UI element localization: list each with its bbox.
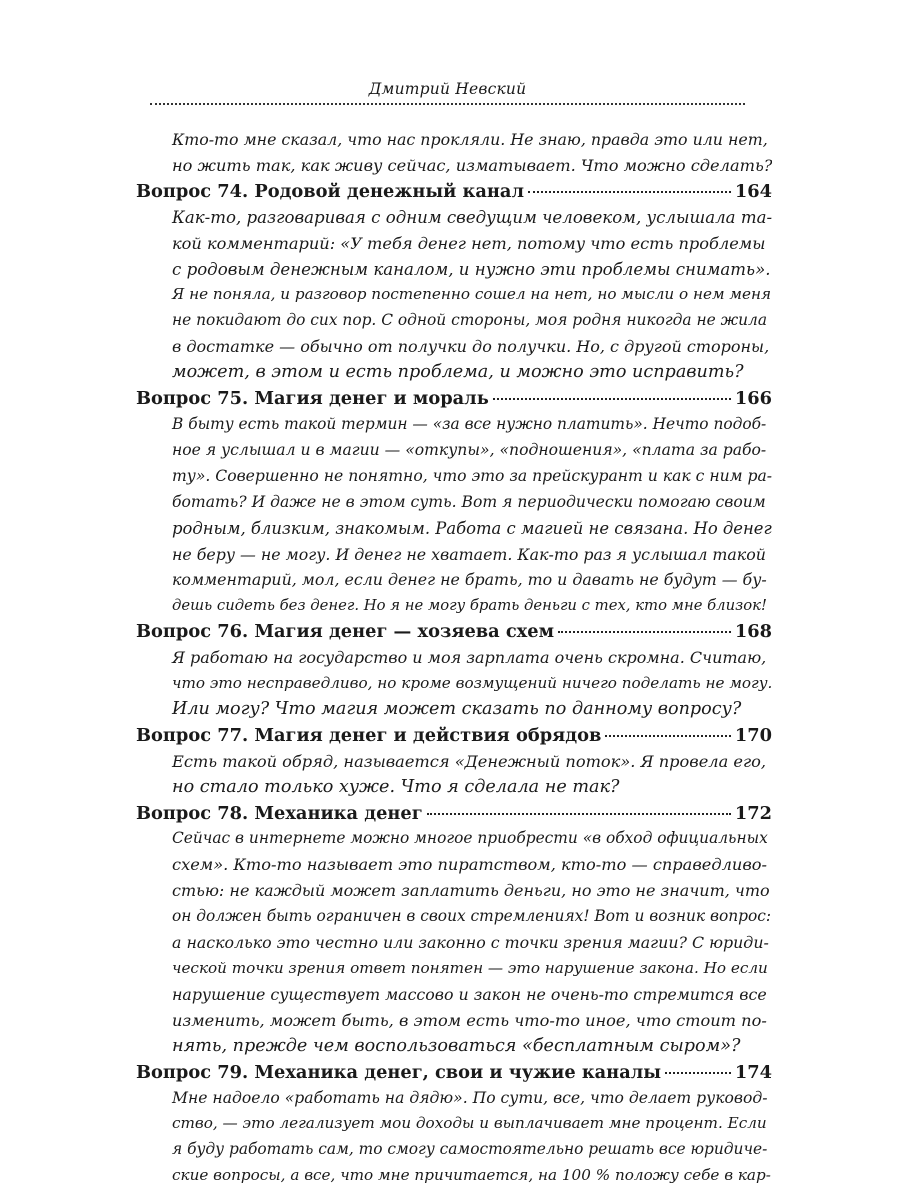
running-head-author: Дмитрий Невский [368, 80, 527, 98]
question-text-74 [136, 205, 772, 386]
text-line: Есть такой обряд, называется «Денежный поток». Я провела его, [172, 751, 767, 771]
toc-entry-76[interactable] [136, 619, 772, 645]
toc-entry-77[interactable] [136, 723, 772, 749]
dot-leader [528, 190, 731, 193]
text-line: что это несправедливо, но кроме возмущений ничего поделать не могу. [172, 674, 772, 693]
toc-page-number: 174 [734, 1061, 772, 1083]
text-line: кой комментарий: «У тебя денег нет, потому что есть проблемы [172, 233, 766, 253]
text-line: но стало только хуже. Что я сделала не так? [172, 776, 620, 797]
toc-entry-title: Вопрос 75. Магия денег и мораль [136, 388, 489, 410]
text-line: комментарий, мол, если денег не брать, то и давать не будут — бу- [172, 570, 767, 590]
toc-page-number: 164 [734, 180, 772, 202]
toc-entry-title: Вопрос 76. Магия денег — хозяева схем [136, 621, 555, 643]
text-line: ботать? И даже не в этом суть. Вот я периодически помогаю своим [172, 492, 766, 511]
toc-page-number: 172 [734, 802, 772, 824]
toc-page-content [136, 127, 772, 1189]
text-line: а насколько это честно или законно с точки зрения магии? С юриди- [172, 933, 769, 953]
toc-entry-title: Вопрос 78. Механика денег [136, 802, 423, 824]
toc-entry-78[interactable] [136, 801, 772, 827]
dot-leader [493, 397, 731, 400]
text-line: Как-то, разговаривая с одним сведущим человеком, услышала та- [172, 207, 772, 227]
text-line: Кто-то мне сказал, что нас прокляли. Не знаю, правда это или нет, [172, 130, 768, 149]
text-line: в достатке — обычно от получки до получки. Но, с другой стороны, [172, 337, 770, 357]
dot-leader [427, 812, 731, 815]
text-line: схем». Кто-то называет это пиратством, кто-то — справедливо- [172, 855, 767, 875]
text-line: В быту есть такой термин — «за все нужно платить». Нечто подоб- [172, 414, 767, 433]
question-text-75 [136, 412, 772, 619]
header-dotted-rule [150, 103, 745, 105]
text-line: дешь сидеть без денег. Но я не могу брать деньги с тех, кто мне близок! [172, 597, 767, 615]
text-line: но жить так, как живу сейчас, изматывает. Что можно сделать? [172, 155, 772, 175]
text-line: Сейчас в интернете можно многое приобрести «в обход официальных [172, 829, 768, 848]
question-text-78 [136, 826, 772, 1059]
text-line: не беру — не могу. И денег не хватает. Как-то раз я услышал такой [172, 544, 766, 564]
text-line: ту». Совершенно не понятно, что это за прейскурант и как с ним ра- [172, 466, 772, 485]
text-line: Мне надоело «работать на дядю». По сути, все, что делает руковод- [172, 1088, 768, 1107]
text-line: ские вопросы, а все, что мне причитается, на 100 % положу себе в кар- [172, 1166, 771, 1185]
text-line: ческой точки зрения ответ понятен — это нарушение закона. Но если [172, 959, 768, 977]
toc-entry-74[interactable] [136, 179, 772, 205]
text-line: стью: не каждый может заплатить деньги, но это не значит, что [172, 881, 770, 901]
text-line: родным, близким, знакомым. Работа с магией не связана. Но денег [172, 518, 772, 538]
toc-entry-79[interactable] [136, 1060, 772, 1086]
question-text-79 [136, 1086, 772, 1190]
text-line: изменить, может быть, в этом есть что-то иное, что стоит по- [172, 1010, 767, 1030]
text-line: Или могу? Что магия может сказать по данному вопросу? [172, 698, 742, 719]
question-text-77 [136, 749, 772, 801]
toc-entry-title: Вопрос 79. Механика денег, свои и чужие каналы [136, 1061, 662, 1083]
question-text-76 [136, 645, 772, 723]
text-line: с родовым денежным каналом, и нужно эти проблемы снимать». [172, 259, 771, 279]
text-line: может, в этом и есть проблема, и можно это исправить? [172, 362, 744, 383]
toc-entry-title: Вопрос 77. Магия денег и действия обрядов [136, 724, 602, 746]
text-line: я буду работать сам, то смогу самостоятельно решать все юридиче- [172, 1140, 768, 1159]
toc-page-number: 168 [734, 621, 772, 643]
question-text-intro [136, 127, 772, 179]
text-line: он должен быть ограничен в своих стремлениях! Вот и возник вопрос: [172, 907, 772, 926]
text-line: Я не поняла, и разговор постепенно сошел на нет, но мысли о нем меня [172, 285, 772, 304]
text-line: Я работаю на государство и моя зарплата очень скромна. Считаю, [172, 648, 767, 668]
text-line: нарушение существует массово и закон не очень-то стремится все [172, 984, 767, 1004]
text-line: нять, прежде чем воспользоваться «бесплатным сыром»? [172, 1035, 741, 1056]
text-line: ство, — это легализует мои доходы и выплачивает мне процент. Если [172, 1114, 767, 1133]
dot-leader [558, 630, 731, 633]
toc-page-number: 166 [734, 388, 772, 410]
text-line: ное я услышал и в магии — «откупы», «подношения», «плата за рабо- [172, 440, 767, 459]
dot-leader [665, 1071, 731, 1074]
toc-entry-75[interactable] [136, 386, 772, 412]
dot-leader [605, 734, 731, 737]
text-line: не покидают до сих пор. С одной стороны, моя родня никогда не жила [172, 311, 767, 330]
toc-page-number: 170 [734, 724, 772, 746]
toc-entry-title: Вопрос 74. Родовой денежный канал [136, 180, 524, 202]
